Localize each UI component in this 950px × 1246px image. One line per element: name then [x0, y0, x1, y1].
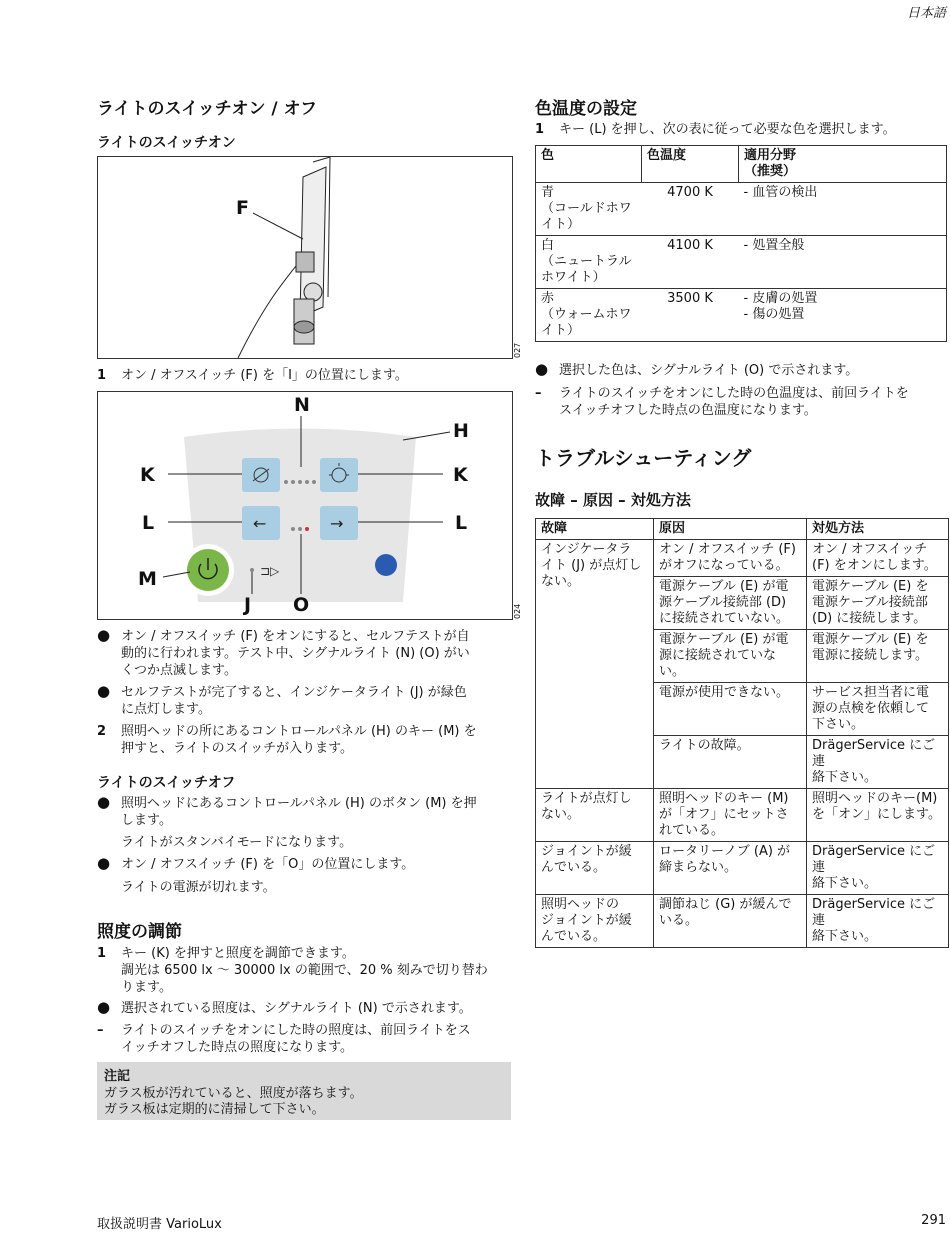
language-label: 日本語: [906, 6, 946, 21]
list-item: ● オン / オフスイッチ (F) をオンにすると、セルフテストが自 動的に行われます。テスト中、シグナルライト (N) (O) がい くつか点滅します。: [97, 626, 470, 678]
subsection-title-on: ライトのスイッチオン: [97, 135, 236, 151]
figure-control-panel: [97, 391, 513, 620]
arrow-left-icon: ←: [253, 514, 267, 533]
label-N: N: [294, 394, 310, 416]
section-title-switch: ライトのスイッチオン / オフ: [97, 99, 318, 119]
label-L-right: L: [455, 512, 468, 534]
table-row: ジョイントが緩 んでいる。 ロータリーノブ (A) が 締まらない。 DrägerService にご連 絡下さい。: [536, 842, 949, 895]
figure-light-arm: [97, 156, 513, 359]
signal-lights-O: [291, 527, 309, 531]
troubleshooting-table: [535, 518, 949, 948]
table-row: ライトが点灯し ない。 照明ヘッドのキー (M) が「オフ」にセットさ れている。 照明ヘッドのキー(M) を「オン」にします。: [536, 789, 949, 842]
list-item: – ライトのスイッチをオンにした時の照度は、前回ライトをス イッチオフした時点の照度になります。: [97, 1023, 471, 1055]
page-number: 291: [921, 1213, 946, 1228]
section-title-troubleshooting: トラブルシューティング: [535, 446, 752, 470]
subsection-title-fault: 故障 – 原因 – 対処方法: [535, 491, 691, 509]
arrow-right-icon: →: [330, 514, 344, 533]
table-header-row: 色 色温度 適用分野 （推奨）: [536, 146, 947, 183]
label-H: H: [453, 420, 469, 442]
color-temperature-table: [535, 145, 947, 342]
step-number: 1: [97, 368, 107, 383]
step-1: 1 キー (L) を押し、次の表に従って必要な色を選択します。: [535, 122, 896, 137]
table-row: インジケータラ イト (J) が点灯し ない。 オン / オフスイッチ (F) がオフになっている。 オン / オフスイッチ (F) をオンにします。: [536, 540, 949, 577]
list-item: ● 選択した色は、シグナルライト (O) で示されます。: [535, 360, 859, 378]
figure-code: 027: [513, 342, 522, 358]
subsection-title-off: ライトのスイッチオフ: [97, 775, 236, 791]
table-row: 電源ケーブル (E) が電 源に接続されていな い。 電源ケーブル (E) を 電源に接続します。: [536, 630, 949, 683]
list-item: ● オン / オフスイッチ (F) を「O」の位置にします。: [97, 854, 415, 872]
footer-manual-title: 取扱説明書 VarioLux: [97, 1217, 222, 1232]
table-row: 照明ヘッドの ジョイントが緩 んでいる。 調節ねじ (G) が緩んで いる。 DrägerService にご連 絡下さい。: [536, 895, 949, 948]
list-item: ライトがスタンバイモードになります。: [121, 835, 353, 850]
control-panel-illustration: [98, 392, 512, 619]
label-L-left: L: [142, 512, 155, 534]
label-M: M: [138, 568, 157, 590]
label-J: J: [244, 594, 252, 616]
note-box: [97, 1062, 511, 1120]
indicator-light-J: [250, 568, 254, 572]
table-header-row: 故障 原因 対処方法: [536, 519, 949, 540]
note-body: ガラス板が汚れていると、照度が落ちます。 ガラス板は定期的に清掃して下さい。: [104, 1086, 363, 1117]
note-title: 注記: [104, 1069, 131, 1084]
table-row: 白 （ニュートラル ホワイト） 4100 K - 処置全般: [536, 236, 947, 289]
table-row: 青 （コールドホワ イト） 4700 K - 血管の検出: [536, 183, 947, 236]
list-item: – ライトのスイッチをオンにした時の色温度は、前回ライトを スイッチオフした時点の色温度になります。: [535, 386, 909, 418]
light-arm-illustration: [98, 157, 512, 358]
section-title-illumination: 照度の調節: [97, 922, 182, 942]
table-row: ライトの故障。 DrägerService にご連 絡下さい。: [536, 736, 949, 789]
list-item: ● セルフテストが完了すると、インジケータライト (J) が緑色 に点灯します。: [97, 682, 467, 717]
step-text: オン / オフスイッチ (F) を「I」の位置にします。: [121, 368, 408, 383]
manual-icon: [375, 554, 397, 576]
step-1: [97, 367, 511, 384]
plug-icon: ⊐▷: [260, 564, 280, 578]
label-F: F: [236, 197, 249, 219]
step-2: 2 照明ヘッドの所にあるコントロールパネル (H) のキー (M) を 押すと、ライトのスイッチが入ります。: [97, 724, 477, 756]
list-item: ● 照明ヘッドにあるコントロールパネル (H) のボタン (M) を押 します。: [97, 793, 477, 828]
table-row: 電源ケーブル (E) が電 源ケーブル接続部 (D) に接続されていない。 電源ケーブル (E) を 電源ケーブル接続部 (D) に接続します。: [536, 577, 949, 630]
table-row: 電源が使用できない。 サービス担当者に電 源の点検を依頼して 下さい。: [536, 683, 949, 736]
label-K-left: K: [140, 464, 155, 486]
step-1: 1 キー (K) を押すと照度を調節できます。 調光は 6500 lx 〜 30000 lx の範囲で、20 % 刻みで切り替わ ります。: [97, 946, 488, 995]
figure-code: 024: [513, 603, 522, 619]
label-K-right: K: [453, 464, 468, 486]
list-item: ● 選択されている照度は、シグナルライト (N) で示されます。: [97, 998, 472, 1016]
list-item: ライトの電源が切れます。: [121, 880, 276, 895]
table-row: 赤 （ウォームホワ イト） 3500 K - 皮膚の処置 - 傷の処置: [536, 289, 947, 342]
label-O: O: [293, 594, 310, 616]
section-title-color: 色温度の設定: [535, 99, 637, 119]
